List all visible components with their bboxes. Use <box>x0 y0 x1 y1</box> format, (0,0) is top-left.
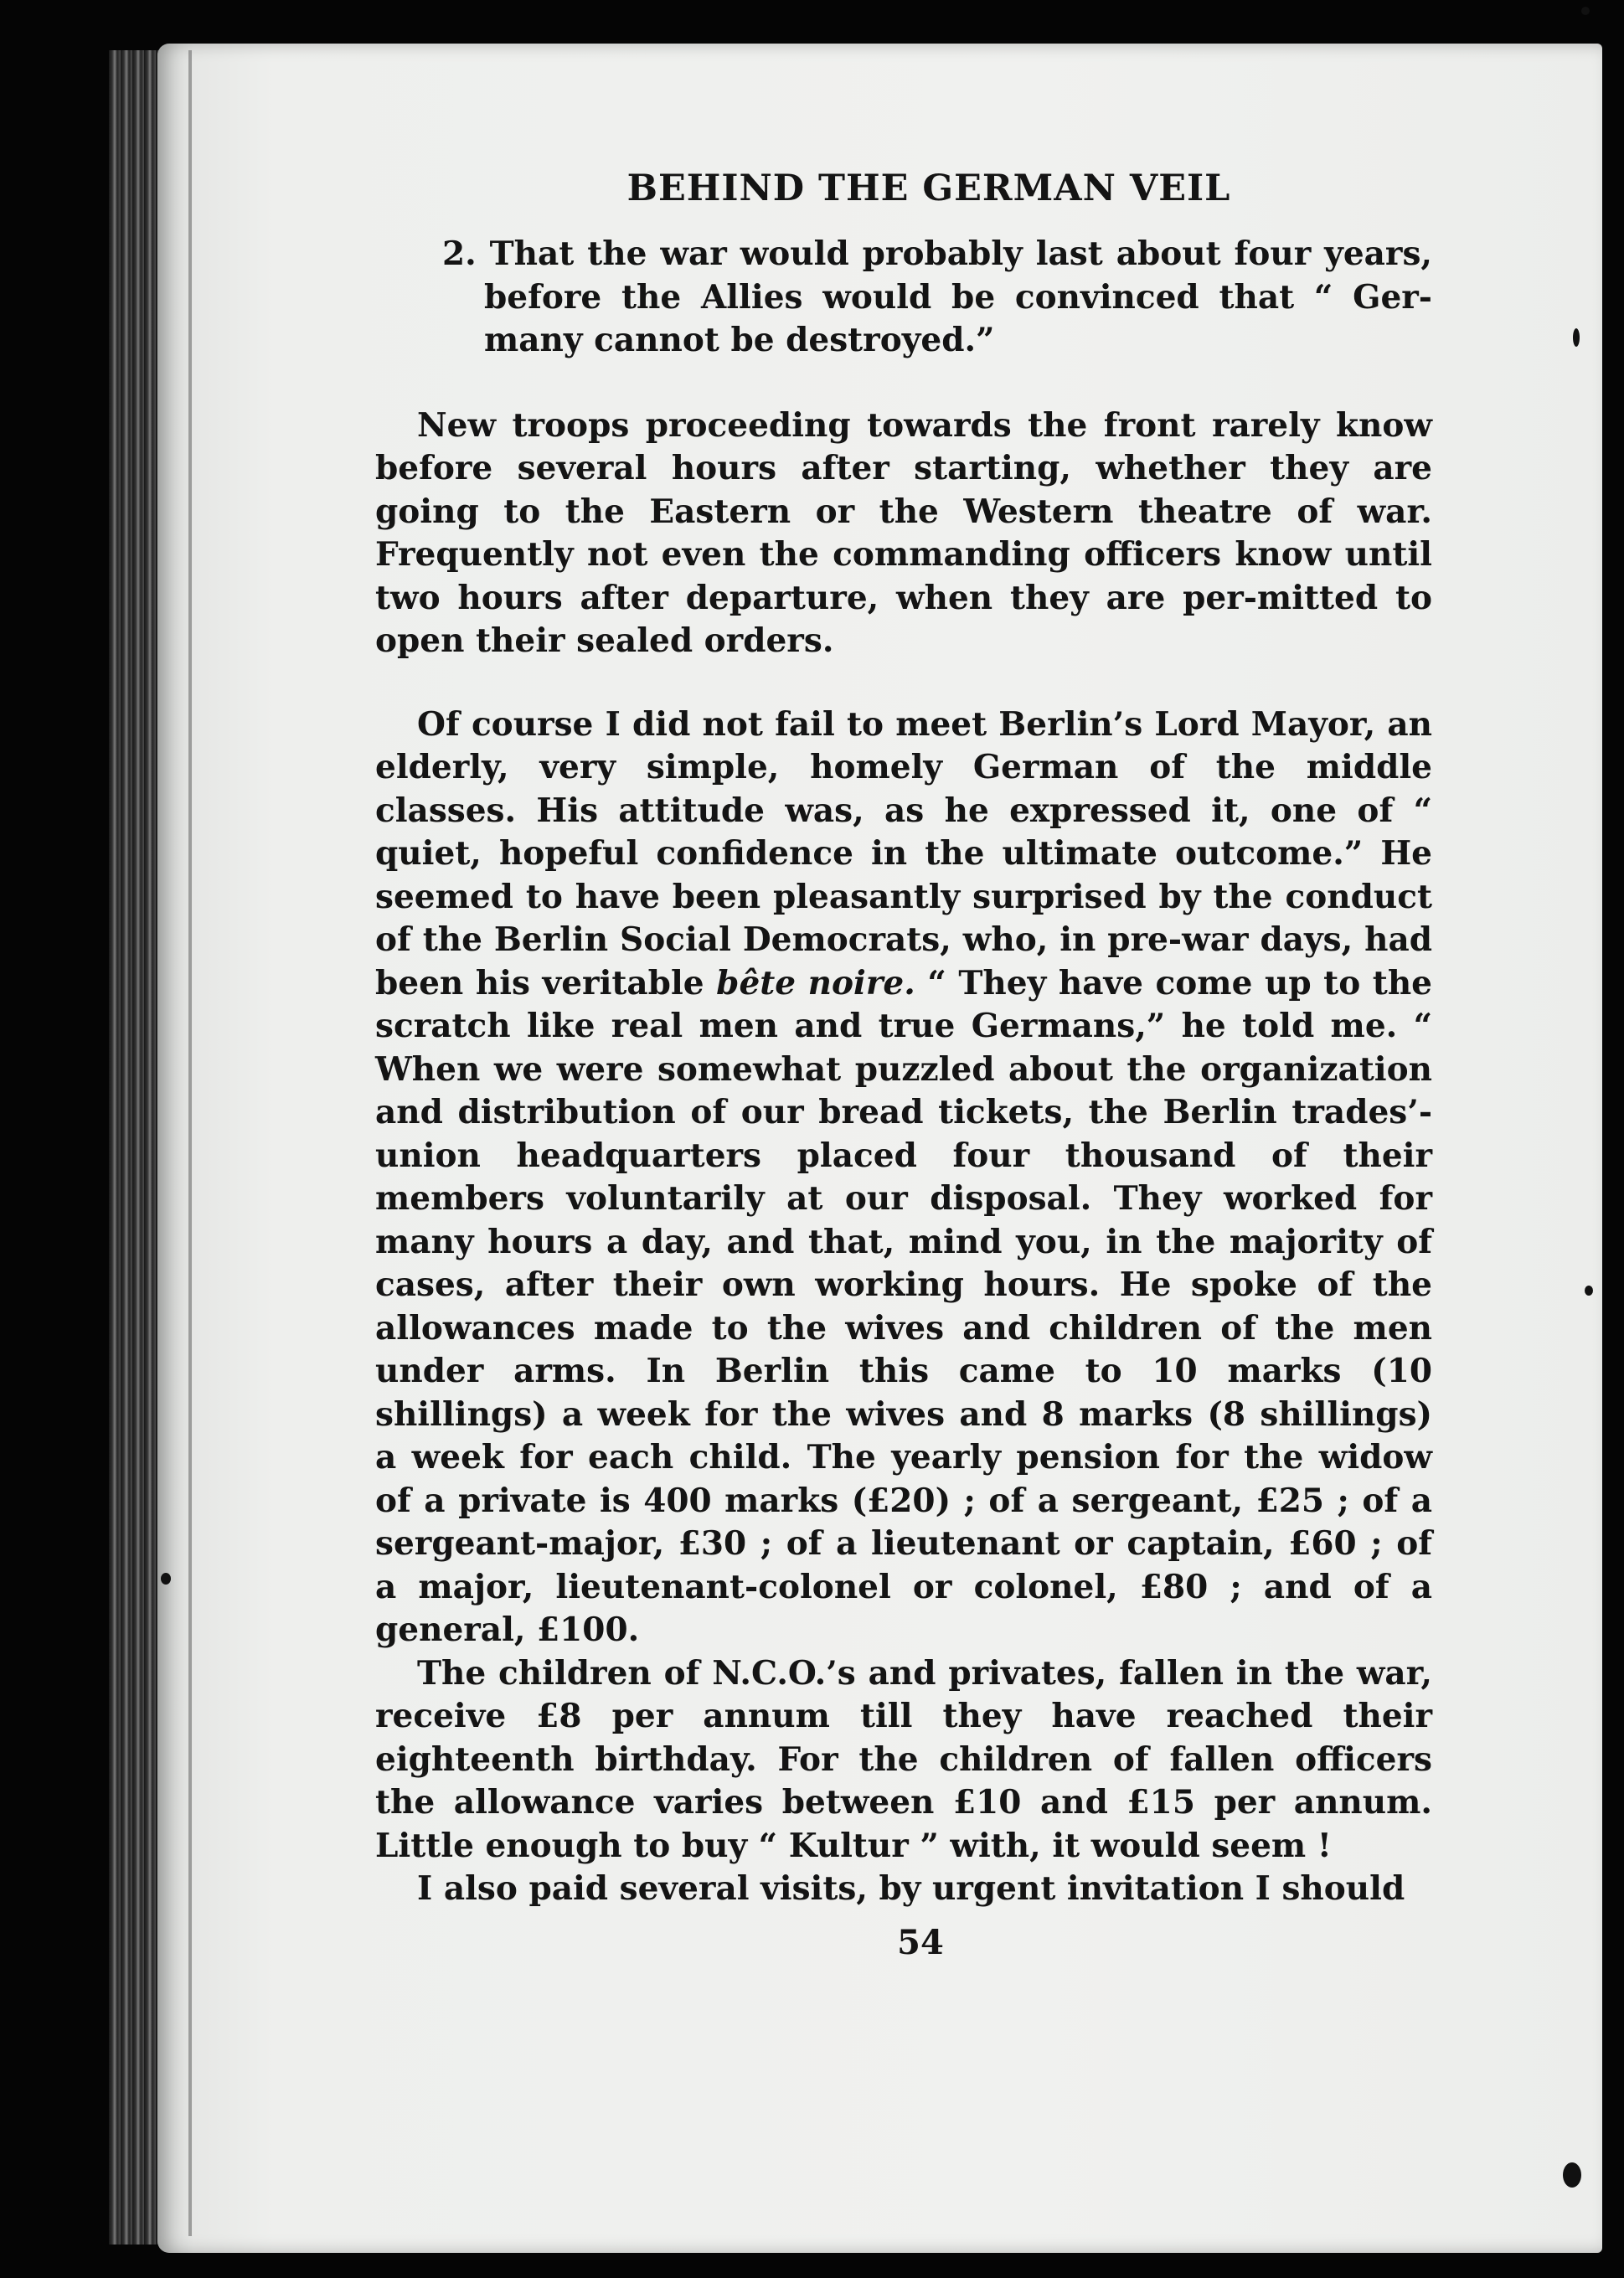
italic-phrase: bête noire. <box>716 963 915 1002</box>
paragraph: New troops proceeding towards the front rarely know before several hours after starting, whether they are going to the Eastern or the Western theatre of war. Frequently not even the commanding officers know until two hours after departure, when they are per-mitted to open their sealed orders. <box>375 405 1432 660</box>
paragraph-text: Of course I did not fail to meet Berlin’s Lord Mayor, an elderly, very simple, homely German of the middle classes. His attitude was, as he expressed it, one of “ quiet, hopeful confidence in the ultimate outcome.” He seemed to have been pleasantly surprised by the conduct of the Berlin Social Democrats, who, in pre-war days, had been his veritable <box>375 704 1432 1002</box>
item-text: That the war would probably last about four years, before the Allies would be convinced that “ Ger-many cannot be destroyed.” <box>484 234 1432 359</box>
scan-speck <box>1563 2162 1581 2188</box>
paragraph <box>375 704 1432 1652</box>
numbered-item <box>375 233 1432 363</box>
scan-speck <box>1573 328 1580 347</box>
scan-speck <box>1581 7 1590 15</box>
paragraph: I also paid several visits, by urgent invitation I should <box>417 1869 1405 1908</box>
scan-speck <box>1585 1286 1593 1296</box>
paragraph-text: “ They have come up to the scratch like real men and true Germans,” he told me. “ When we were somewhat puzzled about the organization and distribution of our bread tickets, the Berlin trades’-union headquarters placed four thousand of their members voluntarily at our disposal. They worked for many hours a day, and that, mind you, in the majority of cases, after their own working hours. He spoke of the allowances made to the wives and children of the men under arms. In Berlin this came to 10 marks (10 shillings) a week for the wives and 8 marks (8 shillings) a week for each child. The yearly pension for the widow of a private is 400 marks (£20) ; of a sergeant, £25 ; of a sergeant-major, £30 ; of a lieutenant or captain, £60 ; of a major, lieutenant-colonel or colonel, £80 ; and of a general, £100. <box>375 963 1432 1649</box>
paragraph: The children of N.C.O.’s and privates, fallen in the war, receive £8 per annum till they have reached their eighteenth birthday. For the children of fallen officers the allowance varies between £10 and £15 per annum. Little enough to buy “ Kultur ” with, it would seem ! <box>375 1653 1432 1865</box>
page-number: 54 <box>897 1922 944 1962</box>
gutter-shadow <box>188 50 192 2236</box>
page-text <box>375 168 1432 1962</box>
item-number: 2. <box>442 234 477 273</box>
scan-speck <box>161 1573 171 1585</box>
running-head: BEHIND THE GERMAN VEIL <box>626 168 1231 209</box>
